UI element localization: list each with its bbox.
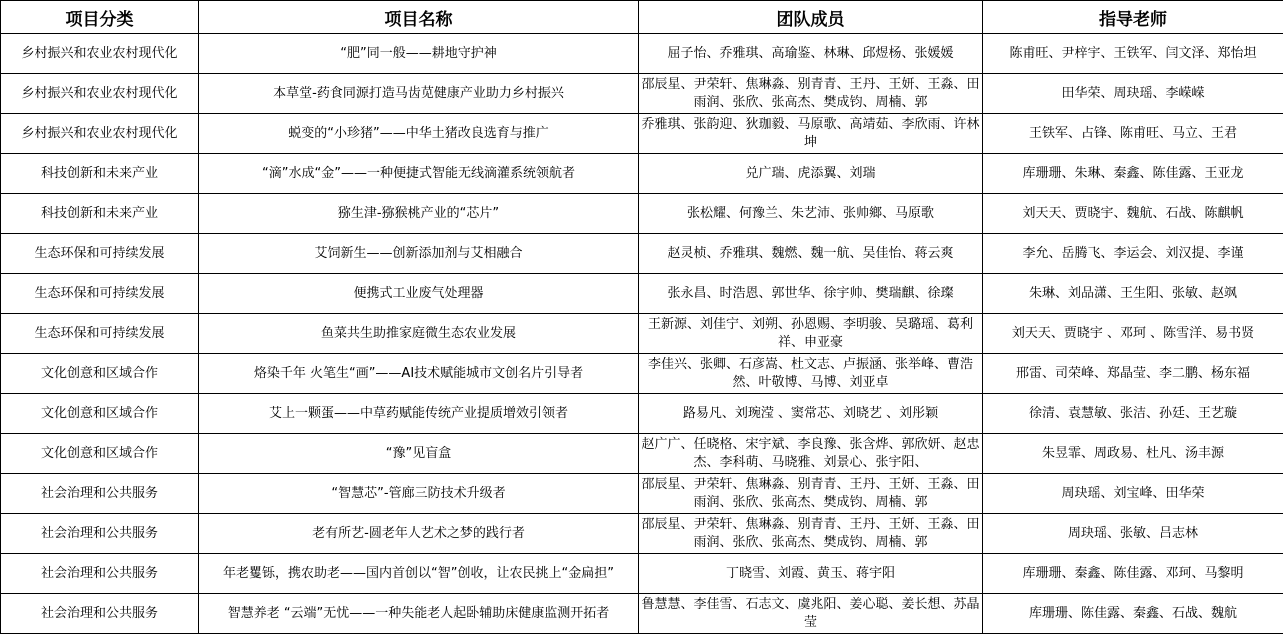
cell-members: 赵灵桢、乔雅琪、魏燃、魏一航、吴佳怡、蒋云爽 (639, 234, 983, 274)
cell-category: 科技创新和未来产业 (1, 194, 199, 234)
cell-members: 乔雅琪、张韵迎、狄珈毅、马原歌、高靖茹、李欣雨、许林坤 (639, 114, 983, 154)
cell-members: 邵辰星、尹荣轩、焦琳淼、别青青、王丹、王妍、王淼、田雨润、张欣、张高杰、樊成钧、周楠、郭 (639, 74, 983, 114)
cell-category: 生态环保和可持续发展 (1, 234, 199, 274)
cell-project: 年老矍铄，携农助老——国内首创以“智”创收，让农民挑上“金扁担” (199, 554, 639, 594)
cell-advisors: 刘天天、贾晓宇、魏航、石战、陈麒帆 (983, 194, 1283, 234)
cell-category: 生态环保和可持续发展 (1, 274, 199, 314)
cell-advisors: 徐清、袁慧敏、张洁、孙廷、王艺璇 (983, 394, 1283, 434)
cell-members: 张永昌、时浩恩、郭世华、徐宇帅、樊瑞麒、徐璨 (639, 274, 983, 314)
cell-advisors: 王铁军、占锋、陈甫旺、马立、王君 (983, 114, 1283, 154)
cell-category: 乡村振兴和农业农村现代化 (1, 114, 199, 154)
header-members: 团队成员 (639, 1, 983, 34)
cell-category: 社会治理和公共服务 (1, 594, 199, 634)
cell-advisors: 朱琳、刘品潇、王生阳、张敏、赵飒 (983, 274, 1283, 314)
cell-project: “智慧芯”-管廊三防技术升级者 (199, 474, 639, 514)
table-row (1, 194, 1283, 234)
cell-project: 艾上一颗蛋——中草药赋能传统产业提质增效引领者 (199, 394, 639, 434)
cell-members: 邵辰星、尹荣轩、焦琳淼、别青青、王丹、王妍、王淼、田雨润、张欣、张高杰、樊成钧、周楠、郭 (639, 474, 983, 514)
cell-advisors: 周玦瑶、刘宝峰、田华荣 (983, 474, 1283, 514)
cell-advisors: 田华荣、周玦瑶、李嵘嵘 (983, 74, 1283, 114)
cell-advisors: 李允、岳腾飞、李运会、刘汉提、李谨 (983, 234, 1283, 274)
cell-category: 社会治理和公共服务 (1, 554, 199, 594)
cell-members: 赵广广、任晓格、宋宇斌、李良豫、张含烨、郭欣妍、赵忠杰、李科萌、马晓雅、刘景心、张宇阳、 (639, 434, 983, 474)
cell-members: 兑广瑞、虎添翼、刘瑞 (639, 154, 983, 194)
cell-project: 鱼菜共生助推家庭微生态农业发展 (199, 314, 639, 354)
table-row (1, 274, 1283, 314)
cell-category: 文化创意和区域合作 (1, 394, 199, 434)
table-row (1, 314, 1283, 354)
header-project: 项目名称 (199, 1, 639, 34)
table-row (1, 74, 1283, 114)
cell-project: 老有所艺-圆老年人艺术之梦的践行者 (199, 514, 639, 554)
cell-advisors: 库珊珊、陈佳露、秦鑫、石战、魏航 (983, 594, 1283, 634)
cell-category: 社会治理和公共服务 (1, 474, 199, 514)
table-row (1, 594, 1283, 634)
cell-advisors: 库珊珊、秦鑫、陈佳露、邓珂、马黎明 (983, 554, 1283, 594)
cell-project: 本草堂-药食同源打造马齿苋健康产业助力乡村振兴 (199, 74, 639, 114)
cell-members: 邵辰星、尹荣轩、焦琳淼、别青青、王丹、王妍、王淼、田雨润、张欣、张高杰、樊成钧、周楠、郭 (639, 514, 983, 554)
header-advisors: 指导老师 (983, 1, 1283, 34)
cell-category: 科技创新和未来产业 (1, 154, 199, 194)
cell-members: 屈子怡、乔雅琪、高瑜鉴、林琳、邱煜杨、张媛媛 (639, 34, 983, 74)
cell-advisors: 周玦瑶、张敏、吕志林 (983, 514, 1283, 554)
cell-category: 乡村振兴和农业农村现代化 (1, 74, 199, 114)
cell-project: 烙染千年 火笔生“画”——AI技术赋能城市文创名片引导者 (199, 354, 639, 394)
header-row (1, 1, 1283, 34)
header-category: 项目分类 (1, 1, 199, 34)
cell-members: 张松耀、何豫兰、朱艺沛、张帅鄉、马原歌 (639, 194, 983, 234)
cell-project: 猕生津-猕猴桃产业的“芯片” (199, 194, 639, 234)
cell-project: “滴”水成“金”——一种便捷式智能无线滴灌系统领航者 (199, 154, 639, 194)
cell-members: 李佳兴、张卿、石彦嵩、杜文志、卢振涵、张举峰、曹浩然、叶敬博、马博、刘亚卓 (639, 354, 983, 394)
table-row (1, 34, 1283, 74)
cell-advisors: 朱昱霏、周政易、杜凡、汤丰源 (983, 434, 1283, 474)
cell-advisors: 刘天天、贾晓宇 、邓珂 、陈雪洋、易书贤 (983, 314, 1283, 354)
cell-project: “豫”见盲盒 (199, 434, 639, 474)
cell-category: 乡村振兴和农业农村现代化 (1, 34, 199, 74)
cell-project: “肥”同一般——耕地守护神 (199, 34, 639, 74)
cell-project: 智慧养老 “云端”无忧——一种失能老人起卧辅助床健康监测开拓者 (199, 594, 639, 634)
cell-advisors: 陈甫旺、尹梓宇、王铁军、闫文泽、郑怡坦 (983, 34, 1283, 74)
cell-category: 社会治理和公共服务 (1, 514, 199, 554)
table-row (1, 394, 1283, 434)
table-row (1, 234, 1283, 274)
cell-project: 便携式工业废气处理器 (199, 274, 639, 314)
cell-members: 鲁慧慧、李佳雪、石志文、虞兆阳、姜心聪、姜长想、苏晶莹 (639, 594, 983, 634)
cell-members: 丁晓雪、刘霞、黄玉、蒋宇阳 (639, 554, 983, 594)
cell-category: 文化创意和区域合作 (1, 354, 199, 394)
cell-members: 王新源、刘佳宁、刘朔、孙恩赐、李明骏、吴璐瑶、葛利祥、申亚豪 (639, 314, 983, 354)
table-row (1, 434, 1283, 474)
cell-category: 文化创意和区域合作 (1, 434, 199, 474)
table-row (1, 474, 1283, 514)
cell-advisors: 邢雷、司荣峰、郑晶莹、李二鹏、杨东福 (983, 354, 1283, 394)
cell-project: 艾饲新生——创新添加剂与艾相融合 (199, 234, 639, 274)
table-row (1, 114, 1283, 154)
cell-project: 蜕变的“小珍猪”——中华土猪改良选育与推广 (199, 114, 639, 154)
table-row (1, 514, 1283, 554)
cell-advisors: 库珊珊、朱琳、秦鑫、陈佳露、王亚龙 (983, 154, 1283, 194)
table-row (1, 154, 1283, 194)
cell-members: 路易凡、刘琬滢 、窦常芯、刘晓艺 、刘彤颖 (639, 394, 983, 434)
cell-category: 生态环保和可持续发展 (1, 314, 199, 354)
table-row (1, 554, 1283, 594)
table-row (1, 354, 1283, 394)
